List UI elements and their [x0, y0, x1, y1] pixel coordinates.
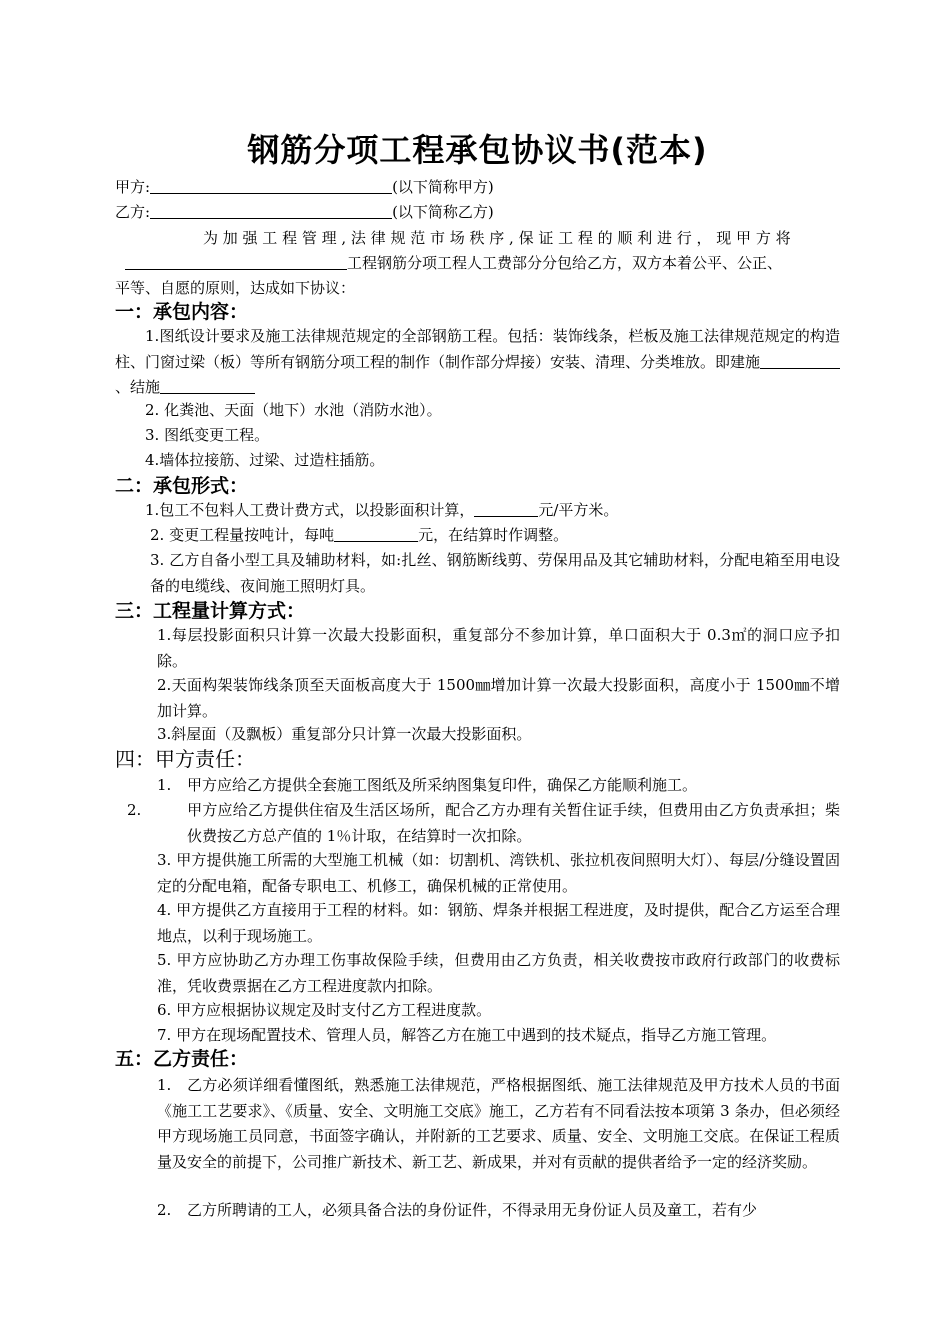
section-1-item-1 — [115, 324, 840, 401]
intro-line-2 — [125, 251, 782, 275]
ton-price-blank — [334, 524, 418, 542]
party-b-blank — [150, 200, 392, 219]
project-name-blank — [125, 252, 347, 270]
unit-price-blank — [474, 499, 538, 517]
section-5-heading: 五：乙方责任： — [115, 1048, 249, 1070]
architecture-blank — [760, 351, 840, 369]
section-4-item-4: 4. 甲方提供乙方直接用于工程的材料。如：钢筋、焊条并根据工程进度，及时提供，配合乙方运至合理地点，以利于现场施工。 — [157, 901, 840, 945]
section-4-item-2-text: 甲方应给乙方提供住宿及生活区场所，配合乙方办理有关暂住证手续，但费用由乙方负责承担；柴伙费按乙方总产值的 1％计取，在结算时一次扣除。 — [187, 801, 840, 845]
section-2-item-2 — [115, 523, 840, 549]
section-5-item-2 — [157, 1198, 840, 1224]
section-5-item-1-text: 乙方必须详细看懂图纸，熟悉施工法律规范，严格根据图纸、施工法律规范及甲方技术人员的书面《施工工艺要求》、《质量、安全、文明施工交底》施工，乙方若有不同看法按本项第 3 条办，但必须经甲方现场施工员同意，书面签字确认，并附新的工艺要求、质量、安全、文明施工交底。在保证工程质量及安全的前提下，公司推广新技术、新工艺、新成果，并对有贡献的提供者给予一定的经济奖励。 — [157, 1076, 840, 1171]
section-1-item-1-text: 1.图纸设计要求及施工法律规范规定的全部钢筋工程。包括：装饰线条，栏板及施工法律规范规定的构造柱、门窗过梁（板）等所有钢筋分项工程的制作（制作部分焊接）安装、清理、分类堆放。即建施 — [115, 327, 840, 371]
section-4-item-1-number: 1. — [157, 776, 172, 794]
section-5-item-1 — [157, 1073, 840, 1175]
section-3-item-1: 1.每层投影面积只计算一次最大投影面积，重复部分不参加计算，单口面积大于 0.3㎡的洞口应予扣除。 — [157, 626, 840, 670]
intro-line-2-text: 工程钢筋分项工程人工费部分分包给乙方，双方本着公平、公正、 — [347, 254, 783, 272]
section-2-item-2-text: 2. 变更工程量按吨计，每吨 — [150, 526, 335, 544]
section-4-heading: 四：甲方责任： — [115, 747, 255, 771]
party-b-note: (以下简称乙方) — [392, 203, 494, 221]
section-2-heading: 二：承包形式： — [115, 475, 249, 497]
section-2-item-1 — [115, 498, 840, 524]
section-3-item-2: 2.天面构架装饰线条顶至天面板高度大于 1500㎜增加计算一次最大投影面积，高度小于 1500㎜不增加计算。 — [157, 676, 840, 720]
section-2-item-3: 3. 乙方自备小型工具及辅助材料，如:扎丝、钢筋断线剪、劳保用品及其它辅助材料，分配电箱至用电设备的电缆线、夜间施工照明灯具。 — [150, 551, 840, 595]
document-title: 钢筋分项工程承包协议书(范本) — [247, 131, 708, 169]
party-b-line — [115, 200, 494, 224]
section-1-heading: 一：承包内容： — [115, 301, 249, 323]
section-4-item-6: 6. 甲方应根据协议规定及时支付乙方工程进度款。 — [157, 1001, 492, 1019]
party-a-note: (以下简称甲方) — [392, 178, 494, 196]
section-1-item-2: 2. 化粪池、天面（地下）水池（消防水池）。 — [145, 401, 442, 419]
structure-blank — [160, 376, 255, 394]
section-4-item-1-text: 甲方应给乙方提供全套施工图纸及所采纳图集复印件，确保乙方能顺利施工。 — [187, 776, 698, 794]
section-1-item-4: 4.墙体拉接筋、过梁、过造柱插筋。 — [145, 451, 385, 469]
party-a-blank — [150, 175, 392, 194]
section-3-item-3: 3.斜屋面（及飘板）重复部分只计算一次最大投影面积。 — [157, 725, 532, 743]
intro-line-3: 平等、自愿的原则，达成如下协议： — [115, 279, 356, 297]
section-4-item-7: 7. 甲方在现场配置技术、管理人员，解答乙方在施工中遇到的技术疑点，指导乙方施工管理。 — [157, 1026, 777, 1044]
section-5-item-1-number: 1. — [157, 1076, 172, 1094]
section-5-item-2-number: 2. — [157, 1201, 172, 1219]
section-4-item-1 — [157, 773, 840, 799]
section-2-item-1-text: 1.包工不包料人工费计费方式，以投影面积计算， — [145, 501, 475, 519]
section-1-item-3: 3. 图纸变更工程。 — [145, 426, 270, 444]
party-a-line — [115, 175, 494, 199]
section-5-item-2-text: 乙方所聘请的工人，必须具备合法的身份证件，不得录用无身份证人员及童工，若有少 — [187, 1201, 758, 1219]
section-1-item-1-mid: 、结施 — [115, 378, 161, 396]
party-a-label: 甲方: — [115, 178, 151, 196]
section-2-item-2-unit: 元，在结算时作调整。 — [418, 526, 569, 544]
party-b-label: 乙方: — [115, 203, 151, 221]
section-2-item-1-unit: 元/平方米。 — [538, 501, 619, 519]
section-4-item-3: 3. 甲方提供施工所需的大型施工机械（如：切割机、湾铁机、张拉机夜间照明大灯）、每层/分缝设置固定的分配电箱，配备专职电工、机修工，确保机械的正常使用。 — [157, 851, 840, 895]
section-4-item-2 — [127, 798, 840, 849]
section-4-item-5: 5. 甲方应协助乙方办理工伤事故保险手续，但费用由乙方负责，相关收费按市政府行政部门的收费标准，凭收费票据在乙方工程进度款内扣除。 — [157, 951, 840, 995]
section-3-heading: 三：工程量计算方式： — [115, 600, 306, 622]
section-4-item-2-number: 2. — [127, 801, 142, 819]
intro-line-1: 为 加 强 工 程 管 理 , 法 律 规 范 市 场 秩 序 , 保 证 工 程 的 顺 利 进 行 ， 现 甲 方 将 — [203, 229, 791, 247]
